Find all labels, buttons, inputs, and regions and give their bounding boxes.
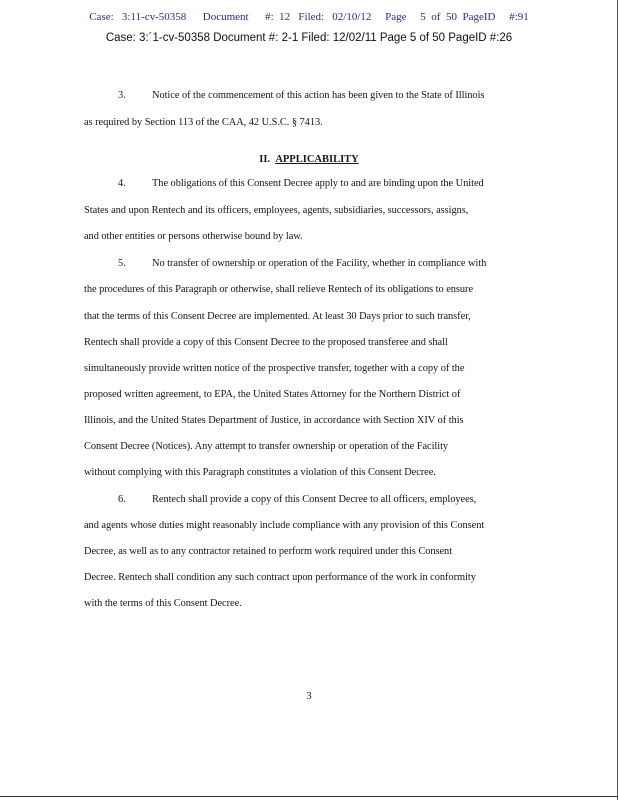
paragraph-line: that the terms of this Consent Decree are implemented. At least 30 Days prior to such transfer, [84,311,471,322]
paragraph-line: The obligations of this Consent Decree apply to and are binding upon the United [152,178,484,189]
paragraph-line: simultaneously provide written notice of the prospective transfer, together with a copy of the [84,363,465,374]
paragraph-line: States and upon Rentech and its officers, employees, agents, subsidiaries, successors, assigns, [84,205,469,216]
paragraph-line: the procedures of this Paragraph or otherwise, shall relieve Rentech of its obligations to ensure [84,284,474,295]
paragraph-line: with the terms of this Consent Decree. [84,598,242,609]
paragraph-line: Illinois, and the United States Department of Justice, in accordance with Section XIV of this [84,415,464,426]
section-numeral: II. [259,154,271,165]
paragraph-number: 6. [118,494,126,505]
paragraph-line: Rentech shall provide a copy of this Consent Decree to the proposed transferee and shall [84,337,448,348]
filing-stamp-header: Case: 3:11-cv-50358 Document #: 12 Filed: 02/10/12 Page 5 of 50 PageID #:91 [89,11,529,23]
paragraph-line: and agents whose duties might reasonably include compliance with any provision of this Consent [84,520,485,531]
scan-bottom-edge [0,796,618,797]
paragraph-line: and other entities or persons otherwise bound by law. [84,231,303,242]
paragraph-number: 4. [118,178,126,189]
paragraph-line: Consent Decree (Notices). Any attempt to transfer ownership or operation of the Facility [84,441,449,452]
paragraph-number: 3. [118,90,126,101]
paragraph-line: without complying with this Paragraph constitutes a violation of this Consent Decree. [84,467,436,478]
paragraph-line: Notice of the commencement of this action has been given to the State of Illinois [152,90,485,101]
paragraph-line: No transfer of ownership or operation of the Facility, whether in compliance with [152,258,487,269]
section-title: APPLICABILITY [275,154,359,165]
original-filing-header: Case: 3:´1-cv-50358 Document #: 2-1 Filed: 12/02/11 Page 5 of 50 PageID #:26 [105,32,513,44]
paragraph-number: 5. [118,258,126,269]
paragraph-line: Decree. Rentech shall condition any such contract upon performance of the work in conformity [84,572,476,583]
paragraph-line: Decree, as well as to any contractor retained to perform work required under this Consent [84,546,453,557]
paragraph-line: as required by Section 113 of the CAA, 42 U.S.C. § 7413. [84,117,323,128]
section-heading [0,154,618,165]
paragraph-line: Rentech shall provide a copy of this Consent Decree to all officers, employees, [152,494,477,505]
page-number: 3 [306,691,312,702]
paragraph-line: proposed written agreement, to EPA, the United States Attorney for the Northern District of [84,389,461,400]
